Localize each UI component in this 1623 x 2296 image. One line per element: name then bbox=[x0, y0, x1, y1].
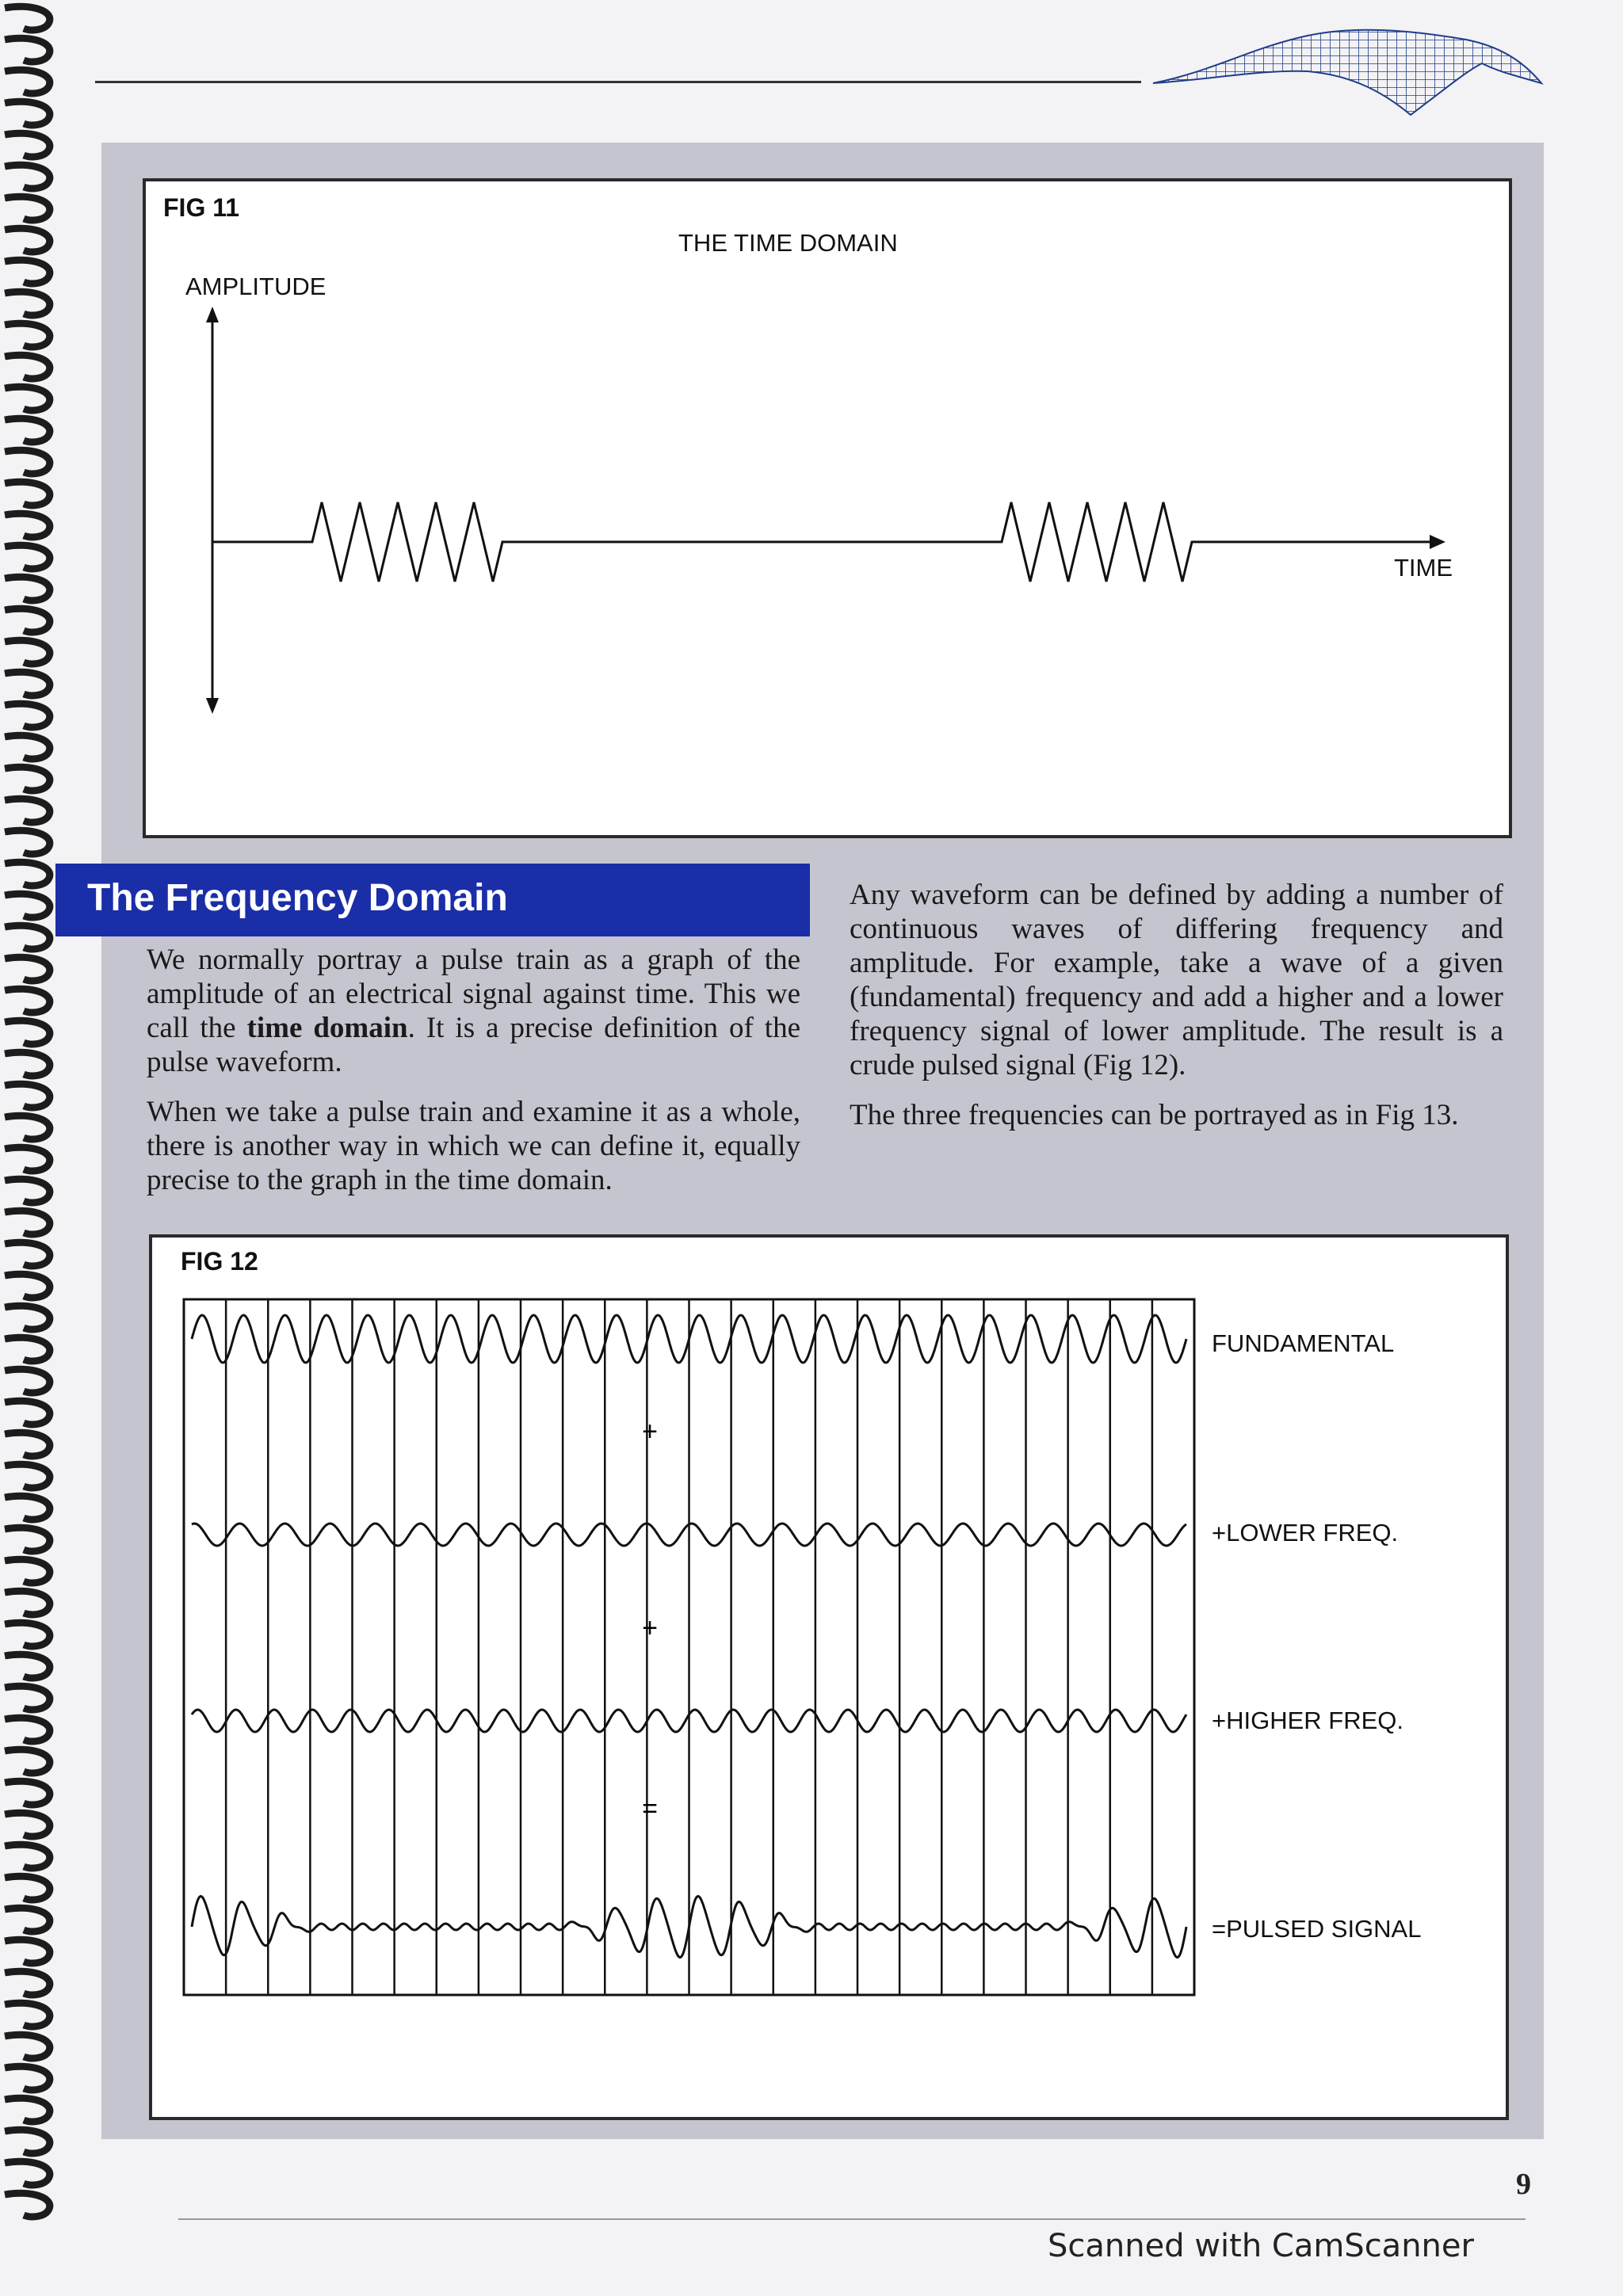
spiral-loop bbox=[5, 1559, 50, 1583]
spiral-loop bbox=[5, 1781, 50, 1805]
spiral-loop bbox=[5, 640, 50, 664]
spiral-loop bbox=[5, 1147, 50, 1171]
spiral-loop bbox=[5, 1084, 50, 1108]
spiral-loop bbox=[5, 1464, 50, 1488]
spiral-loop bbox=[5, 767, 50, 791]
spiral-loop bbox=[5, 545, 50, 569]
row-label-lower-freq: +LOWER FREQ. bbox=[1212, 1519, 1399, 1547]
spiral-loop bbox=[5, 704, 50, 727]
spiral-loop bbox=[5, 418, 50, 442]
spiral-loop bbox=[5, 101, 50, 125]
spiral-loop bbox=[5, 1623, 50, 1646]
fig12-grid-lines bbox=[226, 1299, 1152, 1995]
spiral-loop bbox=[5, 2193, 50, 2217]
spiral-loop bbox=[5, 1211, 50, 1234]
left-paragraph-2: When we take a pulse train and examine it as a whole, there is another way in which we can define it, equally precise to the graph in the time domain. bbox=[147, 1096, 800, 1196]
spiral-loop bbox=[5, 355, 50, 379]
spiral-loop bbox=[5, 672, 50, 696]
spiral-loop bbox=[5, 165, 50, 189]
row-label-higher-freq: +HIGHER FREQ. bbox=[1212, 1707, 1404, 1734]
spiral-loop bbox=[5, 957, 50, 981]
spiral-loop bbox=[5, 735, 50, 759]
spiral-loop bbox=[5, 1306, 50, 1329]
spiral-loop bbox=[5, 387, 50, 410]
spiral-loop bbox=[5, 1274, 50, 1298]
spiral-loop bbox=[5, 1432, 50, 1456]
spiral-loop bbox=[5, 1527, 50, 1551]
spiral-loop bbox=[5, 1908, 50, 1932]
footer-rule bbox=[178, 2218, 1526, 2220]
plus-sign-1: + bbox=[642, 1417, 658, 1447]
spiral-loop bbox=[5, 2003, 50, 2027]
spiral-loop bbox=[5, 6, 50, 30]
spiral-loop bbox=[5, 1401, 50, 1425]
fig11-box bbox=[143, 178, 1512, 838]
left-column bbox=[147, 943, 800, 1213]
spiral-loop bbox=[5, 1939, 50, 1963]
fig11-x-arrow bbox=[1430, 535, 1445, 549]
fig11-plot bbox=[146, 181, 1509, 835]
spiral-loop bbox=[5, 1369, 50, 1393]
spiral-loop bbox=[5, 2161, 50, 2185]
spiral-loop bbox=[5, 292, 50, 315]
spiral-loop bbox=[5, 1242, 50, 1266]
right-paragraph-1: Any waveform can be defined by adding a number of continuous waves of differing frequency and amplitude. For example, take a wave of a given (fundamental) frequency and add a higher and a lower frequency signal of lower amplitude. The result is a crude pulsed signal (Fig 12). bbox=[850, 879, 1503, 1081]
spiral-loop bbox=[5, 1020, 50, 1044]
fig11-y-arrow-up bbox=[206, 307, 219, 322]
spiral-loop bbox=[5, 1718, 50, 1741]
spiral-loop bbox=[5, 799, 50, 822]
right-paragraph-2: The three frequencies can be portrayed as in Fig 13. bbox=[850, 1099, 1459, 1131]
header-rule bbox=[95, 81, 1141, 83]
plus-sign-2: + bbox=[642, 1613, 658, 1643]
spiral-loop bbox=[5, 1496, 50, 1520]
spiral-loop bbox=[5, 450, 50, 474]
spiral-loop bbox=[5, 1686, 50, 1710]
spiral-loop bbox=[5, 2066, 50, 2090]
spiral-loop bbox=[5, 1971, 50, 1995]
fig11-y-axis-label: AMPLITUDE bbox=[185, 273, 327, 300]
spiral-loop bbox=[5, 1179, 50, 1203]
spiral-loop bbox=[5, 1749, 50, 1773]
spiral-loop bbox=[5, 862, 50, 886]
row-label-fundamental: FUNDAMENTAL bbox=[1212, 1329, 1395, 1357]
left-paragraph-1: We normally portray a pulse train as a graph of the amplitude of an electrical signal against time. This we call the time domain. It is a precise definition of the pulse waveform. bbox=[147, 944, 801, 1078]
spiral-loop bbox=[5, 513, 50, 537]
spiral-loop bbox=[5, 1813, 50, 1836]
spiral-loop bbox=[5, 830, 50, 854]
fig12-box bbox=[149, 1234, 1509, 2120]
spiral-loop bbox=[5, 1591, 50, 1615]
equals-sign: = bbox=[642, 1794, 658, 1824]
fig11-y-arrow-down bbox=[206, 698, 219, 714]
fig12-label: FIG 12 bbox=[181, 1247, 258, 1276]
spiral-loop bbox=[5, 577, 50, 601]
spiral-loop bbox=[5, 1844, 50, 1868]
fig11-pulse-train bbox=[212, 502, 1434, 582]
fig11-x-axis-label: TIME bbox=[1394, 554, 1453, 582]
spiral-loop bbox=[5, 228, 50, 252]
spiral-loop bbox=[5, 1876, 50, 1900]
fig11-label: FIG 11 bbox=[163, 193, 240, 222]
section-heading: The Frequency Domain bbox=[87, 877, 508, 919]
spiral-loop bbox=[5, 1654, 50, 1678]
spiral-loop bbox=[5, 260, 50, 284]
spiral-loop bbox=[5, 608, 50, 632]
spiral-loop bbox=[5, 925, 50, 949]
term-time-domain: time domain bbox=[246, 1012, 408, 1044]
spiral-loop bbox=[5, 70, 50, 93]
spiral-loop bbox=[5, 1052, 50, 1076]
spiral-loop bbox=[5, 133, 50, 157]
spiral-loop bbox=[5, 1116, 50, 1139]
spiral-binding bbox=[0, 0, 87, 2234]
spiral-loop bbox=[5, 38, 50, 62]
spiral-loop bbox=[5, 2035, 50, 2058]
spiral-loop bbox=[5, 323, 50, 347]
spiral-loop bbox=[5, 1337, 50, 1361]
page-number: 9 bbox=[1516, 2168, 1531, 2201]
scanner-watermark: Scanned with CamScanner bbox=[1048, 2228, 1474, 2264]
spiral-loop bbox=[5, 2098, 50, 2122]
spiral-loop bbox=[5, 989, 50, 1013]
spiral-loop bbox=[5, 894, 50, 917]
spiral-loop bbox=[5, 482, 50, 505]
wave-mesh-logo bbox=[1149, 16, 1545, 119]
spiral-loop bbox=[5, 2130, 50, 2153]
right-column bbox=[850, 878, 1503, 1148]
row-label-pulsed-signal: =PULSED SIGNAL bbox=[1212, 1915, 1422, 1943]
fig12-plot bbox=[152, 1238, 1506, 2117]
spiral-loop bbox=[5, 196, 50, 220]
fig11-title: THE TIME DOMAIN bbox=[678, 229, 898, 257]
